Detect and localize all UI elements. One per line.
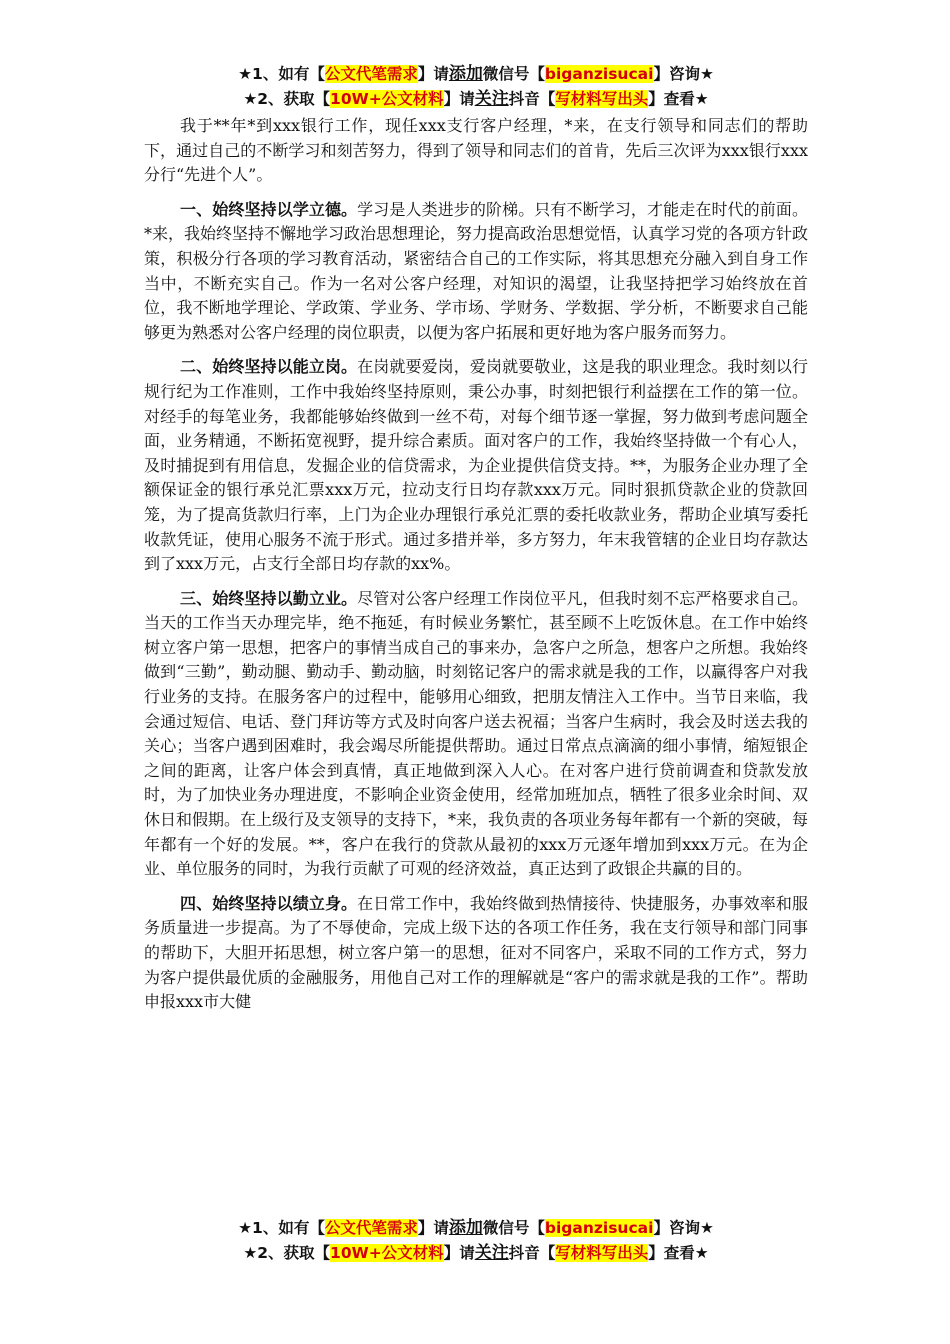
section-body: 在岗就要爱岗，爱岗就要敬业，这是我的职业理念。我时刻以行规行纪为工作准则，工作中我始终坚持原则，秉公办事，时刻把银行利益摆在工作的第一位。对经手的每笔业务，我都能够始终做到一丝不苟，对每个细节逐一掌握，努力做到考虑问题全面，业务精通，不断拓宽视野，提升综合素质。面对客户的工作，我始终坚持做一个有心人，及时捕捉到有用信息，发掘企业的信贷需求，为企业提供信贷支持。**，为服务企业办理了全额保证金的银行承兑汇票xxx万元，拉动支行日均存款xxx万元。同时狠抓贷款企业的贷款回笼，为了提高货款归行率，上门为企业办理银行承兑汇票的委托收款业务，帮助企业填写委托收款凭证，使用心服务不流于形式。通过多措并举，多方努力，年末我管辖的企业日均存款达到了xxx万元，占支行全部日均存款的xx%。 xyxy=(144,357,808,574)
document-page xyxy=(144,62,808,1025)
intro-paragraph: 我于**年*到xxx银行工作，现任xxx支行客户经理，*来，在支行领导和同志们的帮助下，通过自己的不断学习和刻苦努力，得到了领导和同志们的首肯，先后三次评为xxx银行xxx分行“先进个人”。 xyxy=(144,116,808,185)
banner-line-1: ★1、如有【公文代笔需求】请添加微信号【biganzisucai】咨询★ xyxy=(238,1218,714,1238)
highlight-ghostwriting: 公文代笔需求 xyxy=(324,65,418,83)
highlight-materials: 10W+公文材料 xyxy=(330,1244,444,1262)
banner-line-2: ★2、获取【10W+公文材料】请关注抖音【写材料写出头】查看★ xyxy=(243,89,709,109)
highlight-douyin: 写材料写出头 xyxy=(555,1244,649,1262)
banner-line-2: ★2、获取【10W+公文材料】请关注抖音【写材料写出头】查看★ xyxy=(243,1243,709,1263)
bottom-banner xyxy=(144,1216,808,1266)
highlight-wechat-id: biganzisucai xyxy=(544,65,654,83)
section-heading: 三、始终坚持以勤立业。 xyxy=(180,588,358,608)
section-heading: 二、始终坚持以能立岗。 xyxy=(180,357,358,377)
section-body: 尽管对公客户经理工作岗位平凡，但我时刻不忘严格要求自己。当天的工作当天办理完毕，绝不拖延，有时候业务繁忙，甚至顾不上吃饭休息。在工作中始终树立客户第一思想，把客户的事情当成自己的事来办，急客户之所急，想客户之所想。我始终做到“三勤”，勤动腿、勤动手、勤动脑，时刻铭记客户的需求就是我的工作，以赢得客户对我行业务的支持。在服务客户的过程中，能够用心细致，把朋友情注入工作中。当节日来临，我会通过短信、电话、登门拜访等方式及时向客户送去祝福；当客户生病时，我会及时送去我的关心；当客户遇到困难时，我会竭尽所能提供帮助。通过日常点点滴滴的细小事情，缩短银企之间的距离，让客户体会到真情，真正地做到深入人心。在对客户进行贷前调查和贷款发放时，为了加快业务办理进度，不影响企业资金使用，经常加班加点，牺牲了很多业余时间、双休日和假期。在上级行及支领导的支持下，*来，我负责的各项业务每年都有一个新的突破，每年都有一个好的发展。**，客户在我行的贷款从最初的xxx万元逐年增加到xxx万元。在为企业、单位服务的同时，为我行贡献了可观的经济效益，真正达到了政银企共赢的目的。 xyxy=(144,588,809,879)
section-paragraph-1 xyxy=(144,198,808,346)
section-body: 在日常工作中，我始终做到热情接待、快捷服务，办事效率和服务质量进一步提高。为了不辱使命，完成上级下达的各项工作任务，我在支行领导和部门同事的帮助下，大胆开拓思想，树立客户第一的思想，征对不同客户，采取不同的工作方式，努力为客户提供最优质的金融服务，用他自己对工作的理解就是“客户的需求就是我的工作”。帮助申报xxx市大健 xyxy=(144,893,808,1012)
section-paragraph-4 xyxy=(144,892,808,1015)
highlight-douyin: 写材料写出头 xyxy=(555,90,649,108)
section-heading: 四、始终坚持以绩立身。 xyxy=(180,893,358,913)
banner-line-1: ★1、如有【公文代笔需求】请添加微信号【biganzisucai】咨询★ xyxy=(238,64,714,84)
top-banner xyxy=(144,62,808,112)
highlight-materials: 10W+公文材料 xyxy=(330,90,444,108)
section-heading: 一、始终坚持以学立德。 xyxy=(180,199,358,219)
section-body: 学习是人类进步的阶梯。只有不断学习，才能走在时代的前面。*来，我始终坚持不懈地学习政治思想理论，努力提高政治思想觉悟，认真学习党的各项方针政策，积极分行各项的学习教育活动，紧密结合自己的工作实际，将其思想充分融入到自身工作当中，不断充实自己。作为一名对公客户经理，对知识的渴望，让我坚持把学习始终放在首位，我不断地学理论、学政策、学业务、学市场、学财务、学数据、学分析，不断要求自己能够更为熟悉对公客户经理的岗位职责，以便为客户拓展和更好地为客户服务而努力。 xyxy=(144,199,809,342)
section-paragraph-2 xyxy=(144,355,808,576)
highlight-wechat-id: biganzisucai xyxy=(544,1219,654,1237)
highlight-ghostwriting: 公文代笔需求 xyxy=(324,1219,418,1237)
section-paragraph-3 xyxy=(144,587,808,882)
